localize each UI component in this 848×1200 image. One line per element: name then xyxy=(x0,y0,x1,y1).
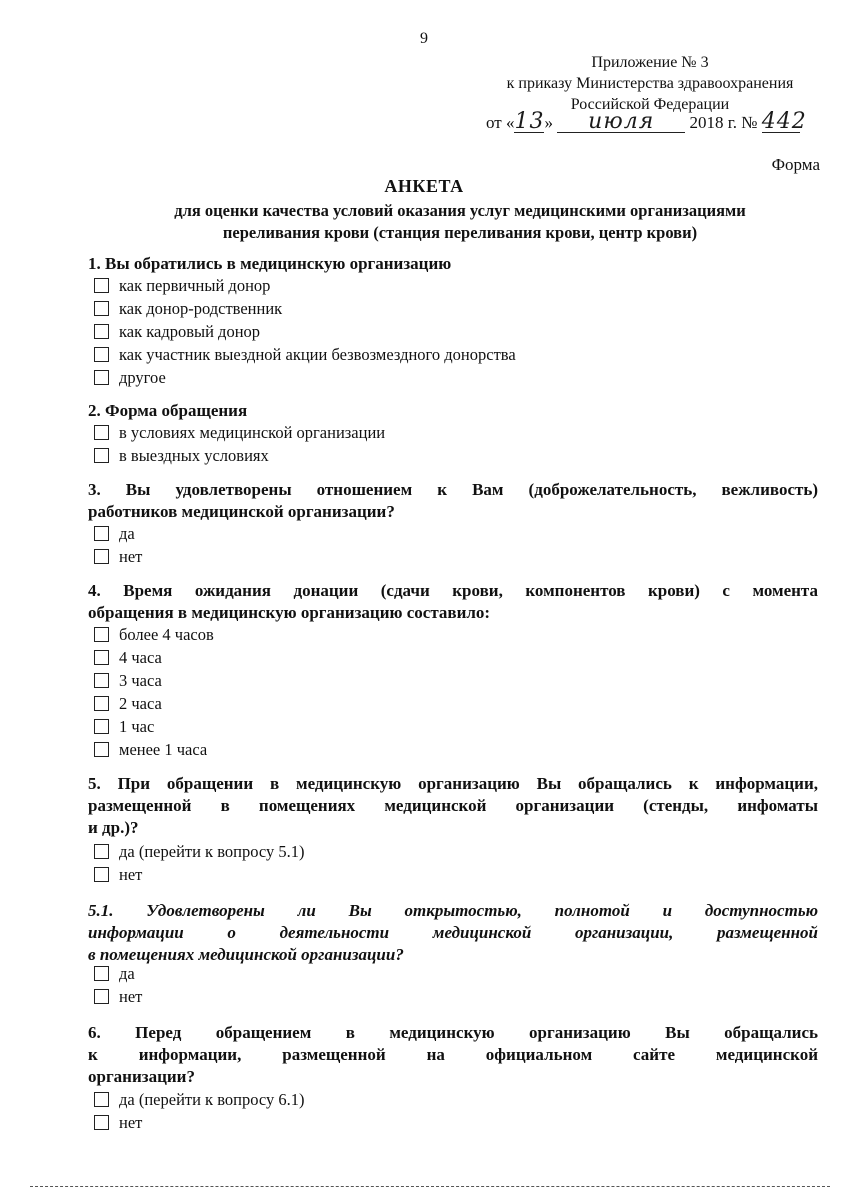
option-label: нет xyxy=(119,1113,143,1132)
question-text: и др.)? xyxy=(88,818,139,837)
option-label: да (перейти к вопросу 6.1) xyxy=(119,1090,305,1109)
appendix-line: к приказу Министерства здравоохранения xyxy=(506,75,794,92)
option-row[interactable] xyxy=(94,694,162,714)
option-label: другое xyxy=(119,368,166,387)
question-text: 4. Время ожидания донации (сдачи крови, компонентов крови) с момента xyxy=(88,581,818,600)
question-5 xyxy=(88,773,818,839)
checkbox[interactable] xyxy=(94,549,109,564)
option-row[interactable] xyxy=(94,865,142,885)
checkbox[interactable] xyxy=(94,370,109,385)
option-label: как кадровый донор xyxy=(119,322,261,341)
option-row[interactable] xyxy=(94,648,162,668)
option-row[interactable] xyxy=(94,299,282,319)
question-text: информации о деятельности медицинской организации, размещенной xyxy=(88,923,818,942)
option-label: нет xyxy=(119,865,143,884)
checkbox[interactable] xyxy=(94,719,109,734)
appendix-line: Приложение № 3 xyxy=(591,54,709,71)
question-text: 1. Вы обратились в медицинскую организацию xyxy=(88,254,452,273)
option-row[interactable] xyxy=(94,671,162,691)
page-bottom-rule xyxy=(30,1186,830,1187)
question-text: 3. Вы удовлетворены отношением к Вам (доброжелательность, вежливость) xyxy=(88,480,818,499)
question-3 xyxy=(88,479,818,523)
checkbox[interactable] xyxy=(94,1115,109,1130)
option-row[interactable] xyxy=(94,547,142,567)
checkbox[interactable] xyxy=(94,742,109,757)
option-row[interactable] xyxy=(94,423,385,443)
document-title: АНКЕТА xyxy=(384,176,464,196)
checkbox[interactable] xyxy=(94,844,109,859)
option-row[interactable] xyxy=(94,1090,304,1110)
question-text: 2. Форма обращения xyxy=(88,401,248,420)
checkbox[interactable] xyxy=(94,425,109,440)
option-row[interactable] xyxy=(94,717,154,737)
checkbox[interactable] xyxy=(94,526,109,541)
option-label: да xyxy=(119,524,135,543)
option-row[interactable] xyxy=(94,446,269,466)
option-label: как первичный донор xyxy=(119,276,271,295)
checkbox[interactable] xyxy=(94,627,109,642)
checkbox[interactable] xyxy=(94,650,109,665)
option-label: менее 1 часа xyxy=(119,740,208,759)
checkbox[interactable] xyxy=(94,1092,109,1107)
option-row[interactable] xyxy=(94,987,142,1007)
checkbox[interactable] xyxy=(94,989,109,1004)
option-row[interactable] xyxy=(94,1113,142,1133)
option-label: в выездных условиях xyxy=(119,446,269,465)
question-text: размещенной в помещениях медицинской организации (стенды, инфоматы xyxy=(88,796,818,815)
checkbox[interactable] xyxy=(94,966,109,981)
option-label: 3 часа xyxy=(119,671,162,690)
option-row[interactable] xyxy=(94,524,135,544)
option-label: нет xyxy=(119,547,143,566)
appendix-line: Российской Федерации xyxy=(570,96,730,113)
checkbox[interactable] xyxy=(94,324,109,339)
option-row[interactable] xyxy=(94,842,304,862)
option-row[interactable] xyxy=(94,322,260,342)
option-label: в условиях медицинской организации xyxy=(119,423,386,442)
date-month: июля xyxy=(557,112,685,133)
option-row[interactable] xyxy=(94,345,516,365)
option-label: нет xyxy=(119,987,143,1006)
question-text: 5.1. Удовлетворены ли Вы открытостью, полнотой и доступностью xyxy=(88,901,818,920)
order-number: 442 xyxy=(761,109,807,134)
subtitle-line: для оценки качества условий оказания услуг медицинскими организациями xyxy=(174,201,746,220)
checkbox[interactable] xyxy=(94,448,109,463)
page-number: 9 xyxy=(420,30,428,47)
checkbox[interactable] xyxy=(94,301,109,316)
subtitle-line: переливания крови (станция переливания крови, центр крови) xyxy=(222,223,698,242)
question-5-1 xyxy=(88,900,818,966)
question-1 xyxy=(88,253,818,275)
appendix-reference xyxy=(460,52,840,115)
checkbox[interactable] xyxy=(94,696,109,711)
checkbox[interactable] xyxy=(94,867,109,882)
order-date-line xyxy=(486,109,826,134)
checkbox[interactable] xyxy=(94,347,109,362)
document-subtitle xyxy=(100,200,820,244)
question-text: 6. Перед обращением в медицинскую организацию Вы обращались xyxy=(88,1023,818,1042)
option-row[interactable] xyxy=(94,964,135,984)
option-label: да xyxy=(119,964,135,983)
date-year: 2018 г. № xyxy=(689,113,758,132)
date-prefix: от « xyxy=(486,113,515,132)
option-label: 4 часа xyxy=(119,648,162,667)
question-text: к информации, размещенной на официальном сайте медицинской xyxy=(88,1045,818,1064)
question-6 xyxy=(88,1022,818,1088)
option-label: 1 час xyxy=(119,717,155,736)
question-4 xyxy=(88,580,818,624)
checkbox[interactable] xyxy=(94,278,109,293)
option-label: 2 часа xyxy=(119,694,162,713)
option-label: как донор-родственник xyxy=(119,299,283,318)
form-label: Форма xyxy=(771,155,820,174)
option-row[interactable] xyxy=(94,625,214,645)
checkbox[interactable] xyxy=(94,673,109,688)
question-text: 5. При обращении в медицинскую организацию Вы обращались к информации, xyxy=(88,774,818,793)
question-text: обращения в медицинскую организацию составило: xyxy=(88,603,491,622)
question-text: организации? xyxy=(88,1067,195,1086)
question-text: в помещениях медицинской организации? xyxy=(88,945,404,964)
option-label: да (перейти к вопросу 5.1) xyxy=(119,842,305,861)
question-text: работников медицинской организации? xyxy=(88,502,395,521)
option-label: более 4 часов xyxy=(119,625,214,644)
question-2 xyxy=(88,400,818,422)
option-row[interactable] xyxy=(94,276,270,296)
date-mid: » xyxy=(544,113,553,132)
option-row[interactable] xyxy=(94,740,207,760)
option-row[interactable] xyxy=(94,368,166,388)
option-label: как участник выездной акции безвозмездного донорства xyxy=(119,345,516,364)
date-day: 13 xyxy=(514,109,545,134)
